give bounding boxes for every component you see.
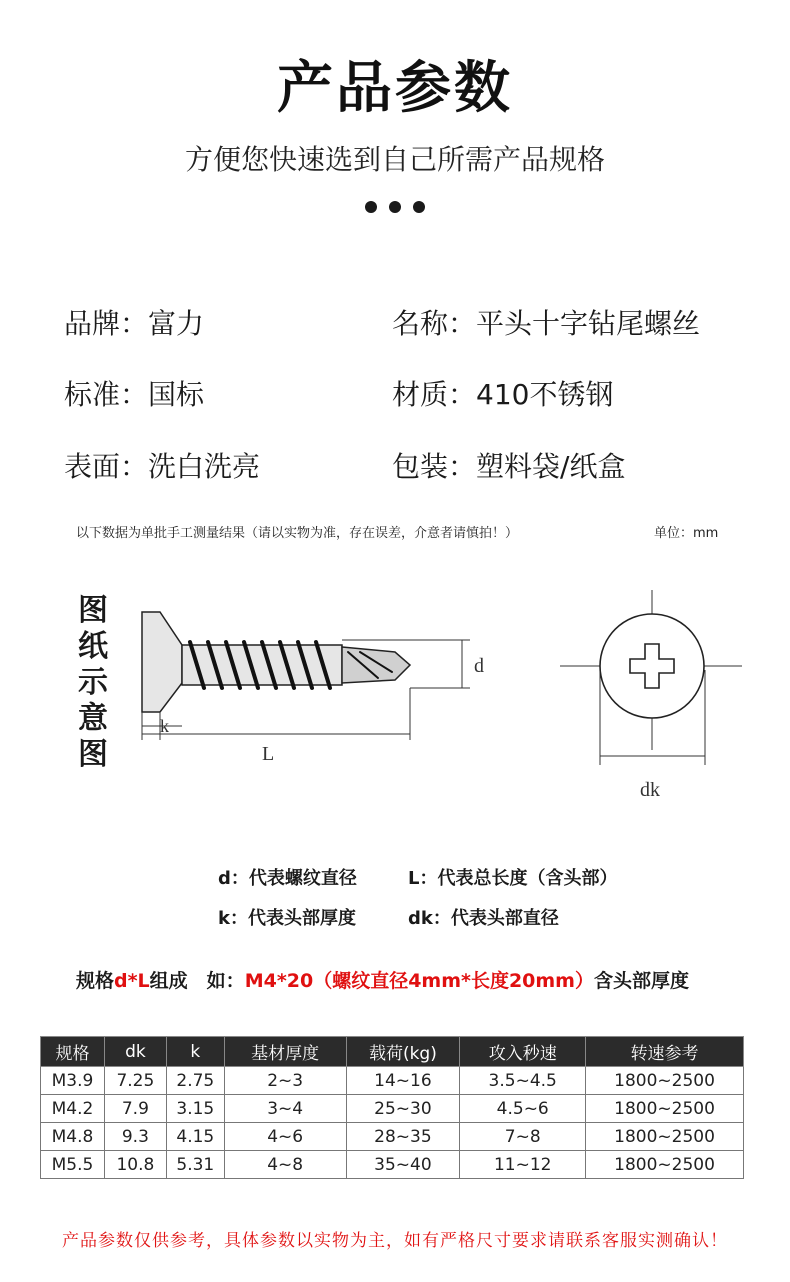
table-cell: M3.9 xyxy=(41,1067,105,1095)
param-value: 富力 xyxy=(148,307,205,340)
screw-side-view xyxy=(142,612,410,712)
drawing-side-label xyxy=(78,593,109,772)
side-label-char: 图 xyxy=(78,593,108,628)
spec-table xyxy=(40,1036,744,1179)
param-label: 材质： xyxy=(392,378,477,411)
table-cell: 2~3 xyxy=(224,1067,346,1095)
table-header: 攻入秒速 xyxy=(460,1037,586,1067)
dots-divider xyxy=(0,198,790,217)
table-cell: 3.15 xyxy=(166,1095,224,1123)
param-label: 名称： xyxy=(392,307,477,340)
param-label: 品牌： xyxy=(64,307,149,340)
table-cell: M4.8 xyxy=(41,1123,105,1151)
dim-k-label: k xyxy=(160,716,169,736)
table-cell: 1800~2500 xyxy=(586,1067,744,1095)
table-header: 基材厚度 xyxy=(224,1037,346,1067)
spec-suffix: 含头部厚度 xyxy=(593,970,689,992)
legend-l: L：代表总长度（含头部） xyxy=(408,868,618,889)
dot-icon xyxy=(365,201,377,213)
legend-dk: dk：代表头部直径 xyxy=(408,908,559,929)
legend-d: d：代表螺纹直径 xyxy=(218,868,357,889)
table-row xyxy=(41,1067,744,1095)
table-header: 规格 xyxy=(41,1037,105,1067)
table-cell: 1800~2500 xyxy=(586,1095,744,1123)
table-cell: 1800~2500 xyxy=(586,1151,744,1179)
disclaimer-footer: 产品参数仅供参考，具体参数以实物为主，如有严格尺寸要求请联系客服实测确认！ xyxy=(62,1231,728,1251)
table-cell: 3~4 xyxy=(224,1095,346,1123)
param-surface xyxy=(64,445,260,485)
table-cell: 4~8 xyxy=(224,1151,346,1179)
table-header: 转速参考 xyxy=(586,1037,744,1067)
param-label: 标准： xyxy=(64,378,149,411)
spec-dl: d*L xyxy=(114,970,150,992)
screw-top-view xyxy=(560,590,742,750)
table-cell: 25~30 xyxy=(346,1095,460,1123)
side-label-char: 纸 xyxy=(78,629,108,664)
spec-middle: 组成 如： xyxy=(149,970,245,992)
table-cell: 4.15 xyxy=(166,1123,224,1151)
dim-l-label: L xyxy=(262,743,275,765)
unit-note: 单位：mm xyxy=(654,526,719,541)
measure-note: 以下数据为单批手工测量结果（请以实物为准，存在误差，介意者请慎拍！） xyxy=(76,526,519,541)
table-cell: 7~8 xyxy=(460,1123,586,1151)
table-cell: M5.5 xyxy=(41,1151,105,1179)
spec-prefix: 规格 xyxy=(76,970,115,992)
page-subtitle: 方便您快速选到自己所需产品规格 xyxy=(184,143,605,176)
param-material xyxy=(392,373,613,413)
table-row xyxy=(41,1151,744,1179)
table-cell: 7.25 xyxy=(104,1067,166,1095)
table-header-row xyxy=(41,1037,744,1067)
param-name xyxy=(392,302,700,342)
param-label: 表面： xyxy=(64,450,149,483)
param-value: 410不锈钢 xyxy=(476,378,614,411)
param-value: 洗白洗亮 xyxy=(148,450,261,483)
table-cell: 4~6 xyxy=(224,1123,346,1151)
param-package xyxy=(392,445,625,485)
param-label: 包装： xyxy=(392,450,477,483)
side-label-char: 示 xyxy=(78,665,108,700)
table-cell: 9.3 xyxy=(104,1123,166,1151)
table-header: k xyxy=(166,1037,224,1067)
table-cell: 35~40 xyxy=(346,1151,460,1179)
table-cell: 11~12 xyxy=(460,1151,586,1179)
table-cell: 28~35 xyxy=(346,1123,460,1151)
dot-icon xyxy=(389,201,401,213)
param-standard xyxy=(64,373,204,413)
table-cell: M4.2 xyxy=(41,1095,105,1123)
param-brand xyxy=(64,302,204,342)
spec-composition xyxy=(76,966,689,993)
side-label-char: 意 xyxy=(78,701,108,736)
table-cell: 10.8 xyxy=(104,1151,166,1179)
table-cell: 1800~2500 xyxy=(586,1123,744,1151)
table-cell: 5.31 xyxy=(166,1151,224,1179)
table-cell: 2.75 xyxy=(166,1067,224,1095)
dim-d-label: d xyxy=(474,655,484,677)
legend-k: k：代表头部厚度 xyxy=(218,908,356,929)
page-title: 产品参数 xyxy=(277,56,513,121)
side-label-char: 图 xyxy=(78,737,108,772)
dim-dk-label: dk xyxy=(640,779,660,801)
param-value: 平头十字钻尾螺丝 xyxy=(476,307,701,340)
spec-example: M4*20（螺纹直径4mm*长度20mm） xyxy=(244,970,594,992)
table-cell: 3.5~4.5 xyxy=(460,1067,586,1095)
table-cell: 4.5~6 xyxy=(460,1095,586,1123)
dot-icon xyxy=(413,201,425,213)
table-header: 载荷(kg) xyxy=(346,1037,460,1067)
table-cell: 14~16 xyxy=(346,1067,460,1095)
table-cell: 7.9 xyxy=(104,1095,166,1123)
table-row xyxy=(41,1095,744,1123)
param-value: 塑料袋/纸盒 xyxy=(476,450,626,483)
table-row xyxy=(41,1123,744,1151)
param-value: 国标 xyxy=(148,378,205,411)
table-header: dk xyxy=(104,1037,166,1067)
screw-drawing xyxy=(0,560,790,830)
